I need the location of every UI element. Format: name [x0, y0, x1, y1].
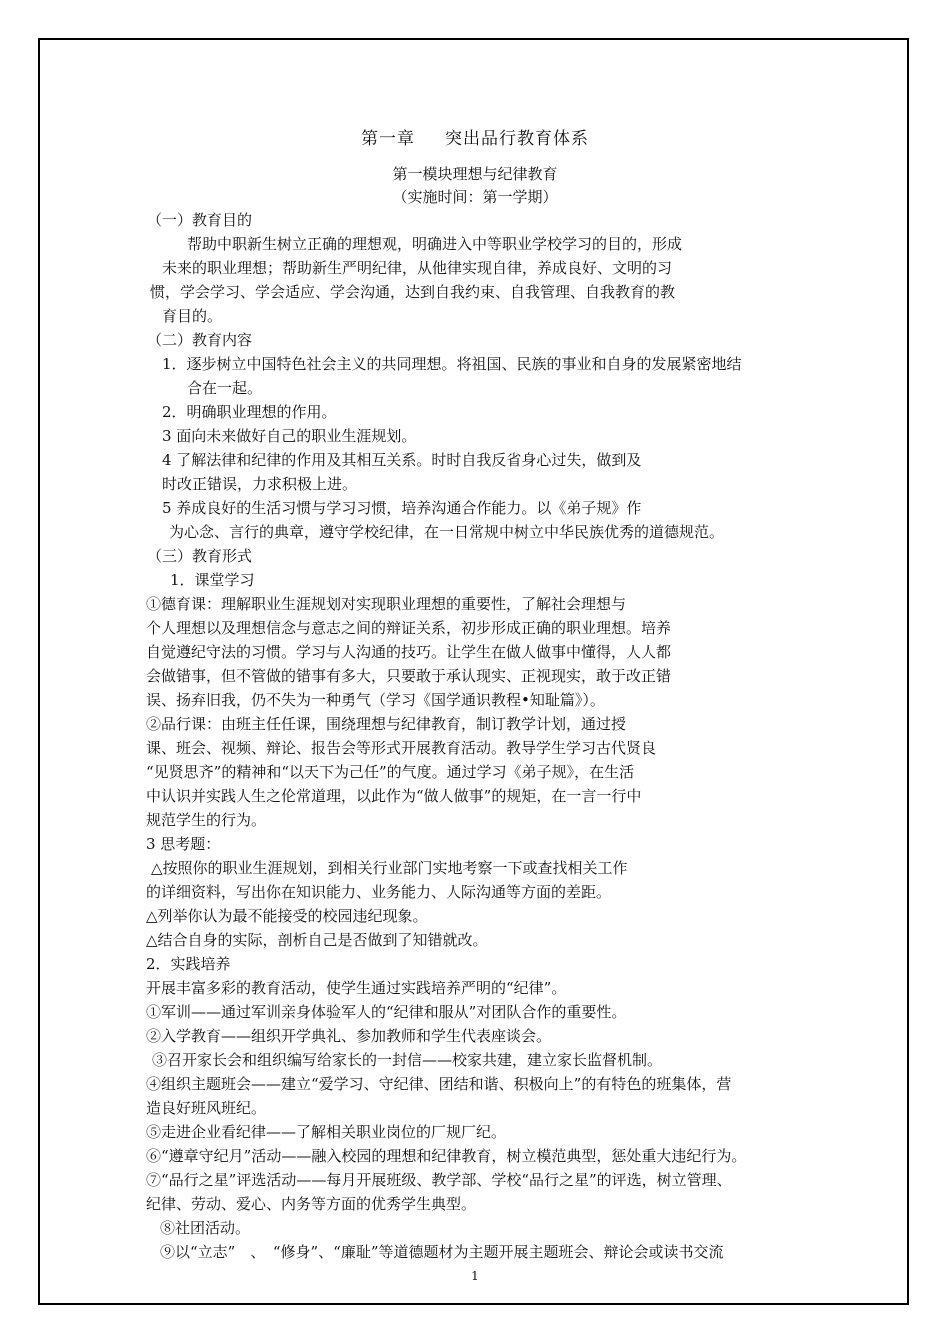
- activity-item: ②入学教育——组织开学典礼、参加教师和学生代表座谈会。: [146, 1027, 552, 1045]
- section-heading-content: （二）教育内容: [147, 331, 253, 349]
- activity-item: ①军训——通过军训亲身体验军人的“纪律和服从”对团队合作的重要性。: [146, 1003, 627, 1021]
- paragraph-line: 未来的职业理想；帮助新生严明纪律，从他律实现自律，养成良好、文明的习: [162, 259, 673, 277]
- paragraph-line: 个人理想以及理想信念与意志之间的辩证关系，初步形成正确的职业理想。培养: [146, 619, 672, 637]
- chapter-title: 突出品行教育体系: [445, 129, 589, 149]
- paragraph-line: 惯，学会学习、学会适应、学会沟通，达到自我约束、自我管理、自我教育的教: [150, 283, 676, 301]
- list-item: 4 了解法律和纪律的作用及其相互关系。时时自我反省身心过失，做到及: [162, 451, 642, 469]
- activity-item-continuation: 纪律、劳动、爱心、内务等方面的优秀学生典型。: [146, 1195, 477, 1213]
- list-item: 1．逐步树立中国特色社会主义的共同理想。将祖国、民族的事业和自身的发展紧密地结: [162, 355, 742, 373]
- question-item-continuation: 的详细资料，写出你在知识能力、业务能力、人际沟通等方面的差距。: [146, 883, 612, 901]
- chapter-number: 第一章: [361, 129, 415, 149]
- activity-item: ⑦“品行之星”评选活动——每月开展班级、教学部、学校“品行之星”的评选，树立管理、: [146, 1171, 732, 1189]
- paragraph-line: 自觉遵纪守法的习惯。学习与人沟通的技巧。让学生在做人做事中懂得，人人都: [146, 643, 672, 661]
- activity-item: ⑤走进企业看纪律——了解相关职业岗位的厂规厂纪。: [146, 1123, 507, 1141]
- question-item: △结合自身的实际，剖析自己是否做到了知错就改。: [146, 931, 488, 949]
- paragraph-line: 误、扬弃旧我，仍不失为一种勇气（学习《国学通识教程•知耻篇》）。: [146, 691, 605, 709]
- page-number: 1: [471, 1269, 479, 1283]
- paragraph-line: 课、班会、视频、辩论、报告会等形式开展教育活动。教导学生学习古代贤良: [146, 739, 657, 757]
- paragraph-line: 会做错事，但不管做的错事有多大，只要敢于承认现实、正视现实，敢于改正错: [146, 667, 672, 685]
- activity-item: ⑧社团活动。: [160, 1219, 251, 1237]
- paragraph-line: ②品行课：由班主任任课，围绕理想与纪律教育，制订教学计划，通过授: [146, 715, 627, 733]
- paragraph-line: “见贤思齐”的精神和“以天下为己任”的气度。通过学习《弟子规》，在生活: [146, 763, 635, 781]
- activity-item: ⑨以“立志” 、 “修身”、“廉耻”等道德题材为主题开展主题班会、辩论会或读书交流: [160, 1243, 724, 1261]
- activity-item: ⑥“遵章守纪月”活动——融入校园的理想和纪律教育，树立模范典型，惩处重大违纪行为。: [146, 1147, 747, 1165]
- activity-item-continuation: 造良好班风班纪。: [146, 1099, 267, 1117]
- paragraph-line: 规范学生的行为。: [146, 811, 267, 829]
- activity-item: ③召开家长会和组织编写给家长的一封信——校家共建，建立家长监督机制。: [152, 1051, 663, 1069]
- question-item: △列举你认为最不能接受的校园违纪现象。: [146, 907, 428, 925]
- list-item-continuation: 时改正错误，力求积极上进。: [162, 475, 358, 493]
- subsection-heading: 2．实践培养: [146, 955, 231, 973]
- list-item-continuation: 合在一起。: [187, 379, 263, 397]
- paragraph-line: 开展丰富多彩的教育活动，使学生通过实践培养严明的“纪律”。: [146, 979, 567, 997]
- paragraph-line: 育目的。: [162, 307, 223, 325]
- list-item: 2．明确职业理想的作用。: [162, 403, 337, 421]
- list-item: 5 养成良好的生活习惯与学习习惯，培养沟通合作能力。以《弟子规》作: [162, 499, 642, 517]
- subsection-heading: 3 思考题：: [146, 835, 221, 853]
- module-time: （实施时间：第一学期）: [392, 188, 558, 206]
- question-item: △按照你的职业生涯规划，到相关行业部门实地考察一下或查找相关工作: [151, 859, 628, 877]
- paragraph-line: ①德育课：理解职业生涯规划对实现职业理想的重要性，了解社会理想与: [146, 595, 627, 613]
- paragraph-line: 中认识并实践人生之伦常道理，以此作为“做人做事”的规矩，在一言一行中: [146, 787, 642, 805]
- list-item: 3 面向未来做好自己的职业生涯规划。: [162, 427, 417, 445]
- section-heading-form: （三）教育形式: [147, 547, 253, 565]
- subsection-heading: 1．课堂学习: [170, 571, 255, 589]
- list-item-continuation: 为心念、言行的典章，遵守学校纪律，在一日常规中树立中华民族优秀的道德规范。: [169, 523, 725, 541]
- chapter-heading: [0, 127, 950, 151]
- activity-item: ④组织主题班会——建立“爱学习、守纪律、团结和谐、积极向上”的有特色的班集体，营: [146, 1075, 732, 1093]
- paragraph-line: 帮助中职新生树立正确的理想观，明确进入中等职业学校学习的目的，形成: [187, 235, 683, 253]
- section-heading-purpose: （一）教育目的: [147, 211, 253, 229]
- module-title: 第一模块理想与纪律教育: [392, 165, 558, 183]
